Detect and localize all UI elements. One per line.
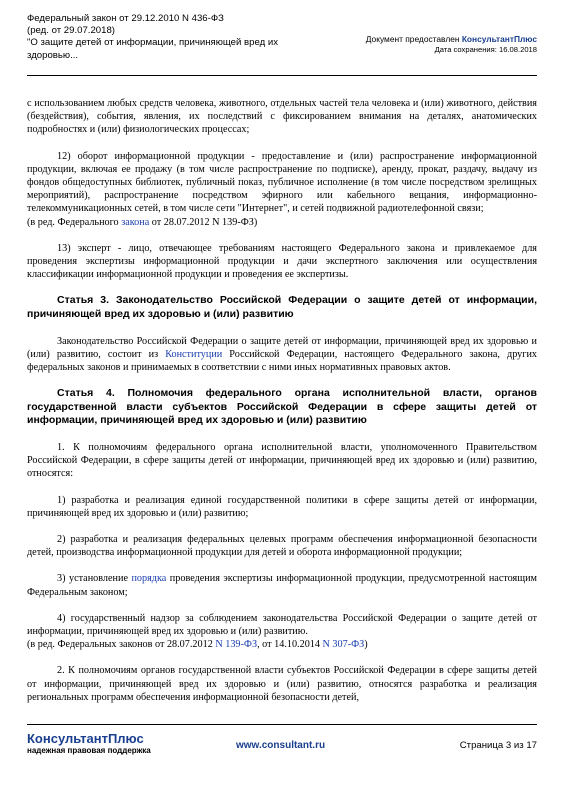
law-139-link[interactable]: N 139-ФЗ	[215, 639, 258, 651]
paragraph: 1) разработка и реализация единой государственной политики в сфере защиты детей от информации, причиняющей вред их здоровью и (или) развитию;	[27, 494, 537, 519]
site-link[interactable]: www.consultant.ru	[236, 740, 326, 751]
provider-name: КонсультантПлюс	[461, 34, 537, 44]
procedure-link[interactable]: порядка	[131, 573, 167, 585]
doc-title-line: (ред. от 29.07.2018)	[27, 25, 115, 37]
header-divider	[27, 75, 537, 76]
provided-by-label: Документ предоставлен	[365, 34, 460, 44]
paragraph: 2. К полномочиям органов государственной власти субъектов Российской Федерации в сфере защиты детей от информации, причиняющей вред их здоровью и (или) развитию, относятся разработка и реализация региональных программ обеспечения информационной безопасности детей,	[27, 665, 537, 703]
article-4-heading: Статья 4. Полномочия федерального органа исполнительной власти, органов государственной власти субъектов Российской Федерации в сфере защиты детей от информации, причиняющей вред их здоровью и (или) развитию	[27, 387, 537, 427]
page-number: Страница 3 из 17	[459, 740, 537, 751]
paragraph: с использованием любых средств человека, животного, отдельных частей тела человека и (или) животного, действия (бездействия), события, явления, их последствий с фиксированием внимания на деталях, анатомических подробностях и (или) физиологических процессах;	[27, 98, 537, 136]
paragraph: Законодательство Российской Федерации о защите детей от информации, причиняющей вред их здоровью и (или) развитию, состоит из Конституции Российской Федерации, настоящего Федерального закона, других федеральных законов и принимаемых в соответствии с ними иных нормативных правовых актов.	[27, 335, 537, 374]
paragraph: 4) государственный надзор за соблюдением законодательства Российской Федерации о защите детей от информации, причиняющей вред их здоровью и (или) развитию.	[27, 612, 537, 638]
document-body	[27, 97, 537, 704]
paragraph: 12) оборот информационной продукции - предоставление и (или) распространение информационной продукции, включая ее продажу (в том числе распространение по подписке), аренду, прокат, раздачу, выдачу из фондов общедоступных библиотек, публичный показ, публичное исполнение (в том числе посредством зрелищных мероприятий), распространение посредством эфирного или кабельного вещания, информационно-телекоммуникационных сетей, в том числе сети "Интернет", и сетей подвижной радиотелефонной связи;	[27, 150, 537, 215]
brand-name: КонсультантПлюс	[27, 731, 144, 746]
doc-title-line: Федеральный закон от 29.12.2010 N 436-ФЗ	[27, 13, 224, 24]
paragraph: 13) эксперт - лицо, отвечающее требованиям настоящего Федерального закона и привлекаемое для проведения экспертизы информационной продукции и дачи экспертного заключения или осуществления классификации информационной продукции и проведения ее экспертизы.	[27, 242, 537, 281]
brand-tagline: надежная правовая поддержка	[27, 746, 151, 755]
paragraph: 1. К полномочиям федерального органа исполнительной власти, уполномоченного Правительством Российской Федерации, в сфере защиты детей от информации, причиняющей вред их здоровью и (или) развитию, относятся:	[27, 442, 537, 480]
brand-logo	[27, 731, 151, 756]
article-3-heading: Статья 3. Законодательство Российской Федерации о защите детей от информации, причиняющей вред их здоровью и (или) развитию	[27, 294, 537, 321]
amendment-note: (в ред. Федеральных законов от 28.07.2012 N 139-ФЗ, от 14.10.2014 N 307-ФЗ)	[27, 639, 368, 651]
doc-title-line: "О защите детей от информации, причиняющей вред их	[27, 37, 279, 49]
paragraph: 3) установление порядка проведения экспертизы информационной продукции, предусмотренной настоящим Федеральным законом;	[27, 573, 537, 598]
constitution-link[interactable]: Конституции	[165, 348, 223, 360]
footer-divider	[27, 724, 537, 725]
law-link[interactable]: закона	[121, 216, 150, 228]
document-title	[27, 13, 287, 62]
paragraph: 2) разработка и реализация федеральных целевых программ обеспечения информационной безопасности детей, производства информационной продукции для детей и оборота информационной продукции;	[27, 534, 537, 559]
doc-title-line: здоровью...	[27, 49, 79, 61]
provider-info	[366, 34, 537, 55]
save-date: Дата сохранения: 16.08.2018	[434, 45, 537, 54]
amendment-note: (в ред. Федерального закона от 28.07.2012 N 139-ФЗ)	[27, 216, 258, 228]
law-307-link[interactable]: N 307-ФЗ	[322, 639, 365, 651]
